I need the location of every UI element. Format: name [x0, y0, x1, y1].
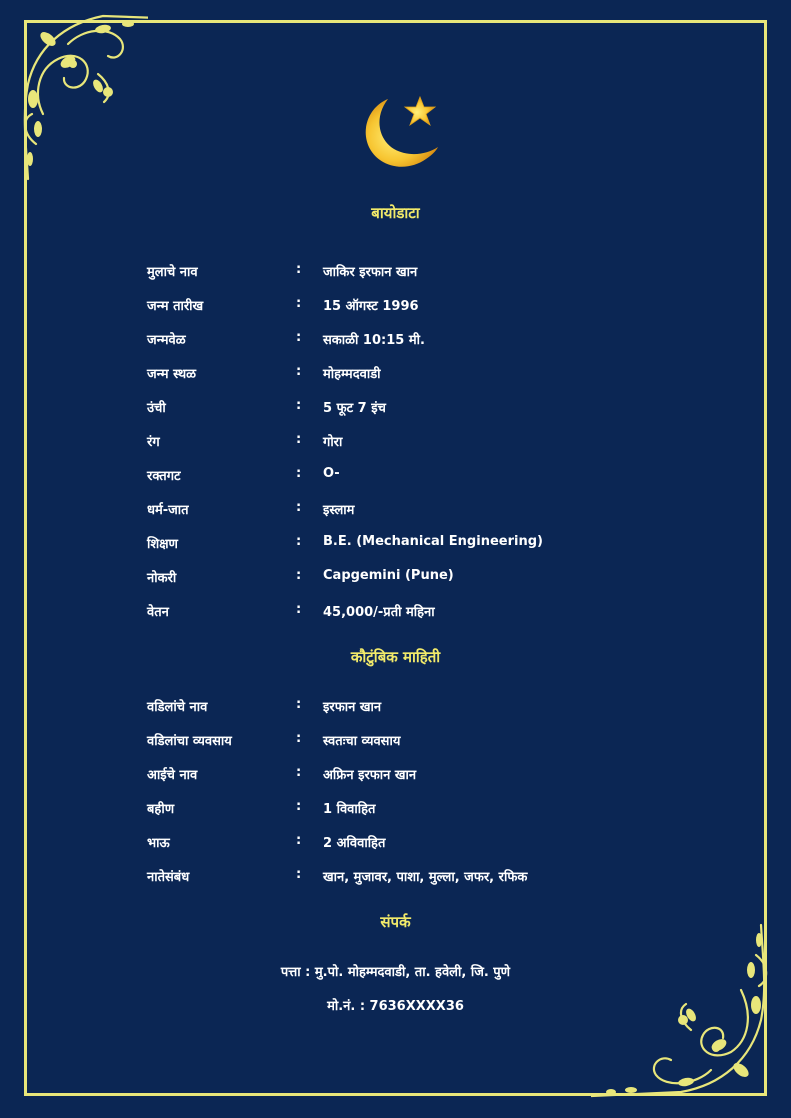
info-row: [147, 330, 707, 350]
row-value: O-: [323, 466, 340, 481]
row-value: खान, मुजावर, पाशा, मुल्ला, जफर, रफिक: [323, 870, 528, 885]
info-row: [147, 296, 707, 316]
info-row: [147, 731, 707, 751]
row-colon: :: [296, 330, 302, 345]
row-colon: :: [296, 602, 302, 617]
row-value: 1 विवाहित: [323, 802, 376, 817]
row-value: सकाळी 10:15 मी.: [323, 333, 425, 348]
row-colon: :: [296, 466, 302, 481]
row-value: 2 अविवाहित: [323, 836, 386, 851]
row-value: 45,000/-प्रती महिना: [323, 605, 435, 620]
row-value: गोरा: [323, 435, 343, 450]
row-label: वेतन: [147, 605, 169, 620]
info-row: [147, 867, 707, 887]
row-value: अफ्रिन इरफान खान: [323, 768, 417, 783]
info-row: [147, 432, 707, 452]
info-row: [147, 364, 707, 384]
row-colon: :: [296, 534, 302, 549]
row-label: भाऊ: [147, 836, 170, 851]
row-colon: :: [296, 867, 302, 882]
row-colon: :: [296, 731, 302, 746]
row-value: मोहम्मदवाडी: [323, 367, 381, 382]
row-colon: :: [296, 398, 302, 413]
row-value: 5 फूट 7 इंच: [323, 401, 386, 416]
info-row: [147, 398, 707, 418]
biodata-title: बायोडाटा: [371, 204, 420, 222]
floral-corner-bottom-right-icon: [591, 920, 781, 1110]
row-label: आईचे नाव: [147, 768, 198, 783]
row-value: 15 ऑगस्ट 1996: [323, 299, 419, 314]
row-label: मुलाचे नाव: [147, 265, 198, 280]
row-colon: :: [296, 697, 302, 712]
row-colon: :: [296, 432, 302, 447]
info-row: [147, 799, 707, 819]
row-label: जन्म तारीख: [147, 299, 204, 314]
row-label: रंग: [147, 435, 160, 450]
info-row: [147, 602, 707, 622]
row-colon: :: [296, 568, 302, 583]
row-label: नातेसंबंध: [147, 870, 190, 885]
row-colon: :: [296, 364, 302, 379]
row-label: उंची: [147, 401, 166, 416]
row-value: इस्लाम: [323, 503, 355, 518]
family-section-title: कौटुंबिक माहिती: [350, 648, 441, 666]
row-colon: :: [296, 765, 302, 780]
row-label: वडिलांचा व्यवसाय: [147, 734, 232, 749]
row-colon: :: [296, 833, 302, 848]
row-label: जन्म स्थळ: [147, 367, 197, 382]
info-row: [147, 500, 707, 520]
row-value: B.E. (Mechanical Engineering): [323, 534, 543, 549]
info-row: [147, 262, 707, 282]
row-value: इरफान खान: [323, 700, 382, 715]
row-label: धर्म-जात: [147, 503, 189, 518]
row-colon: :: [296, 799, 302, 814]
info-row: [147, 534, 707, 554]
row-label: नोकरी: [147, 571, 177, 586]
info-row: [147, 466, 707, 486]
row-value: जाकिर इरफान खान: [323, 265, 418, 280]
info-row: [147, 568, 707, 588]
row-value: Capgemini (Pune): [323, 568, 454, 583]
crescent-moon-star-icon: [360, 93, 442, 173]
row-value: स्वतःचा व्यवसाय: [323, 734, 401, 749]
info-row: [147, 697, 707, 717]
row-colon: :: [296, 500, 302, 515]
row-label: रक्तगट: [147, 469, 181, 484]
row-colon: :: [296, 262, 302, 277]
row-label: शिक्षण: [147, 537, 178, 552]
contact-section-title: संपर्क: [380, 913, 411, 931]
floral-corner-top-left-icon: [8, 4, 148, 184]
contact-address: पत्ता : मु.पो. मोहम्मदवाडी, ता. हवेली, जि. पुणे: [280, 965, 511, 980]
row-label: बहीण: [147, 802, 175, 817]
row-label: जन्मवेळ: [147, 333, 186, 348]
info-row: [147, 765, 707, 785]
row-label: वडिलांचे नाव: [147, 700, 208, 715]
contact-phone: मो.नं. : 7636XXXX36: [327, 999, 464, 1014]
info-row: [147, 833, 707, 853]
row-colon: :: [296, 296, 302, 311]
